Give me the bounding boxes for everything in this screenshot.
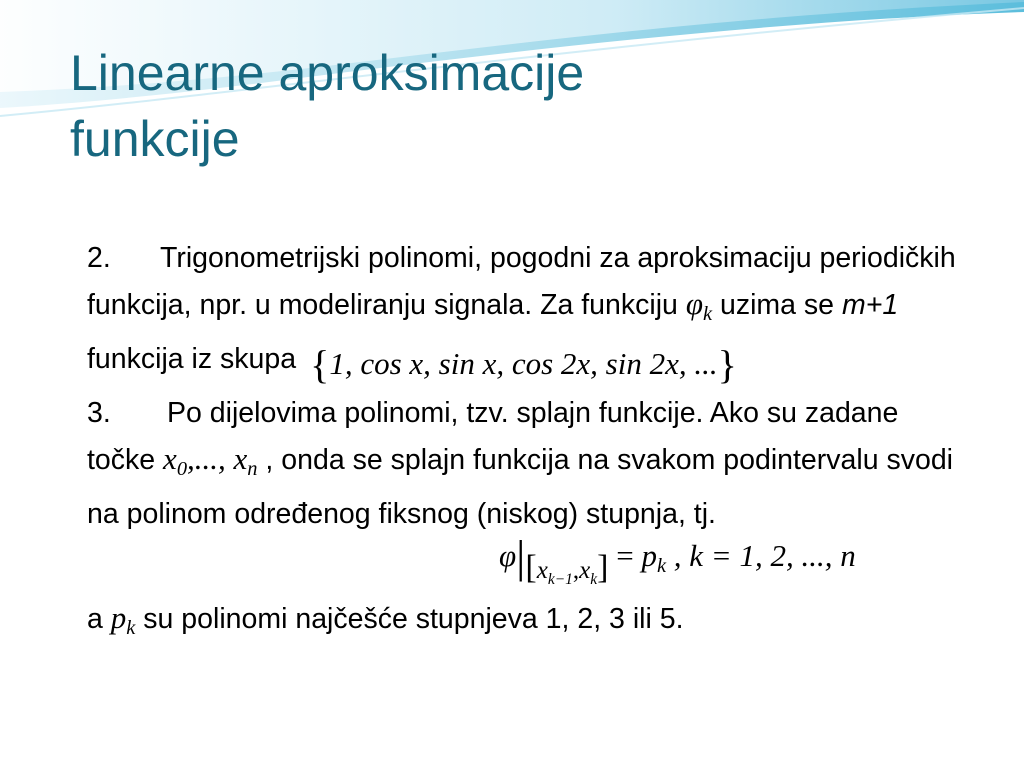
title-line-2: funkcije: [70, 111, 240, 167]
p-subscript: k: [126, 617, 136, 639]
formula-p: p: [641, 538, 657, 573]
interval-x2: x: [579, 557, 591, 584]
formula-restriction-bar: |: [516, 531, 526, 582]
item-text-part: uzima se: [712, 289, 842, 321]
p-symbol: p: [110, 600, 127, 635]
formula-p-sub: k: [656, 555, 667, 577]
math-p-k: [110, 600, 136, 639]
item-text-part: funkcija iz skupa: [87, 343, 297, 375]
phi-subscript: k: [702, 303, 713, 325]
formula-interval: [525, 549, 609, 588]
item-text-part: Trigonometrijski polinomi, pogodni za aproksimaciju periodičkih funkcija, npr. u modeliranju signala. Za funkciju: [87, 242, 956, 321]
set-items: 1, cos x, sin x, cos 2x, sin 2x, ...: [329, 346, 718, 381]
points-x0: x: [163, 441, 177, 476]
set-open-brace: {: [310, 342, 330, 387]
interval-x1-sub: k−1: [547, 571, 573, 588]
set-close-brace: }: [717, 342, 737, 387]
formula-phi: φ: [499, 538, 517, 573]
slide-title: [70, 40, 584, 172]
points-mid: ,..., x: [187, 441, 248, 476]
formula-line: [87, 531, 967, 588]
points-sub-n: n: [247, 458, 258, 480]
phi-symbol: φ: [685, 286, 703, 321]
final-prefix: a: [87, 603, 111, 635]
title-line-1: Linearne aproksimacije: [70, 45, 585, 101]
interval-left-bracket: [: [525, 549, 537, 586]
slide-body: [87, 236, 967, 651]
final-line: [87, 595, 967, 651]
interval-x2-sub: k: [590, 571, 598, 588]
interval-right-bracket: ]: [597, 549, 609, 586]
spline-formula: [499, 533, 856, 602]
m-plus-1: m+1: [841, 289, 899, 321]
formula-tail: , k = 1, 2, ..., n: [666, 538, 856, 573]
interval-x1: x: [536, 557, 548, 584]
interval-separator: ,: [572, 557, 580, 584]
item-number: 3.: [87, 397, 111, 429]
list-item-3: [87, 391, 967, 537]
math-phi-k: [685, 286, 713, 325]
math-function-set: [296, 341, 737, 386]
list-item-2: [87, 236, 967, 386]
final-suffix: su polinomi najčešće stupnjeva 1, 2, 3 ili 5.: [135, 603, 684, 635]
points-sub-0: 0: [176, 458, 188, 480]
item-text-part: , onda se splajn funkcija na svakom podintervalu svodi na polinom određenog fiksnog (niskog) stupnja, tj.: [87, 444, 953, 530]
math-points: [163, 441, 258, 480]
formula-equals: =: [608, 538, 642, 573]
item-number: 2.: [87, 242, 111, 274]
item-text-part: Po dijelovima polinomi, tzv. splajn funkcije. Ako su zadane točke: [87, 397, 899, 476]
